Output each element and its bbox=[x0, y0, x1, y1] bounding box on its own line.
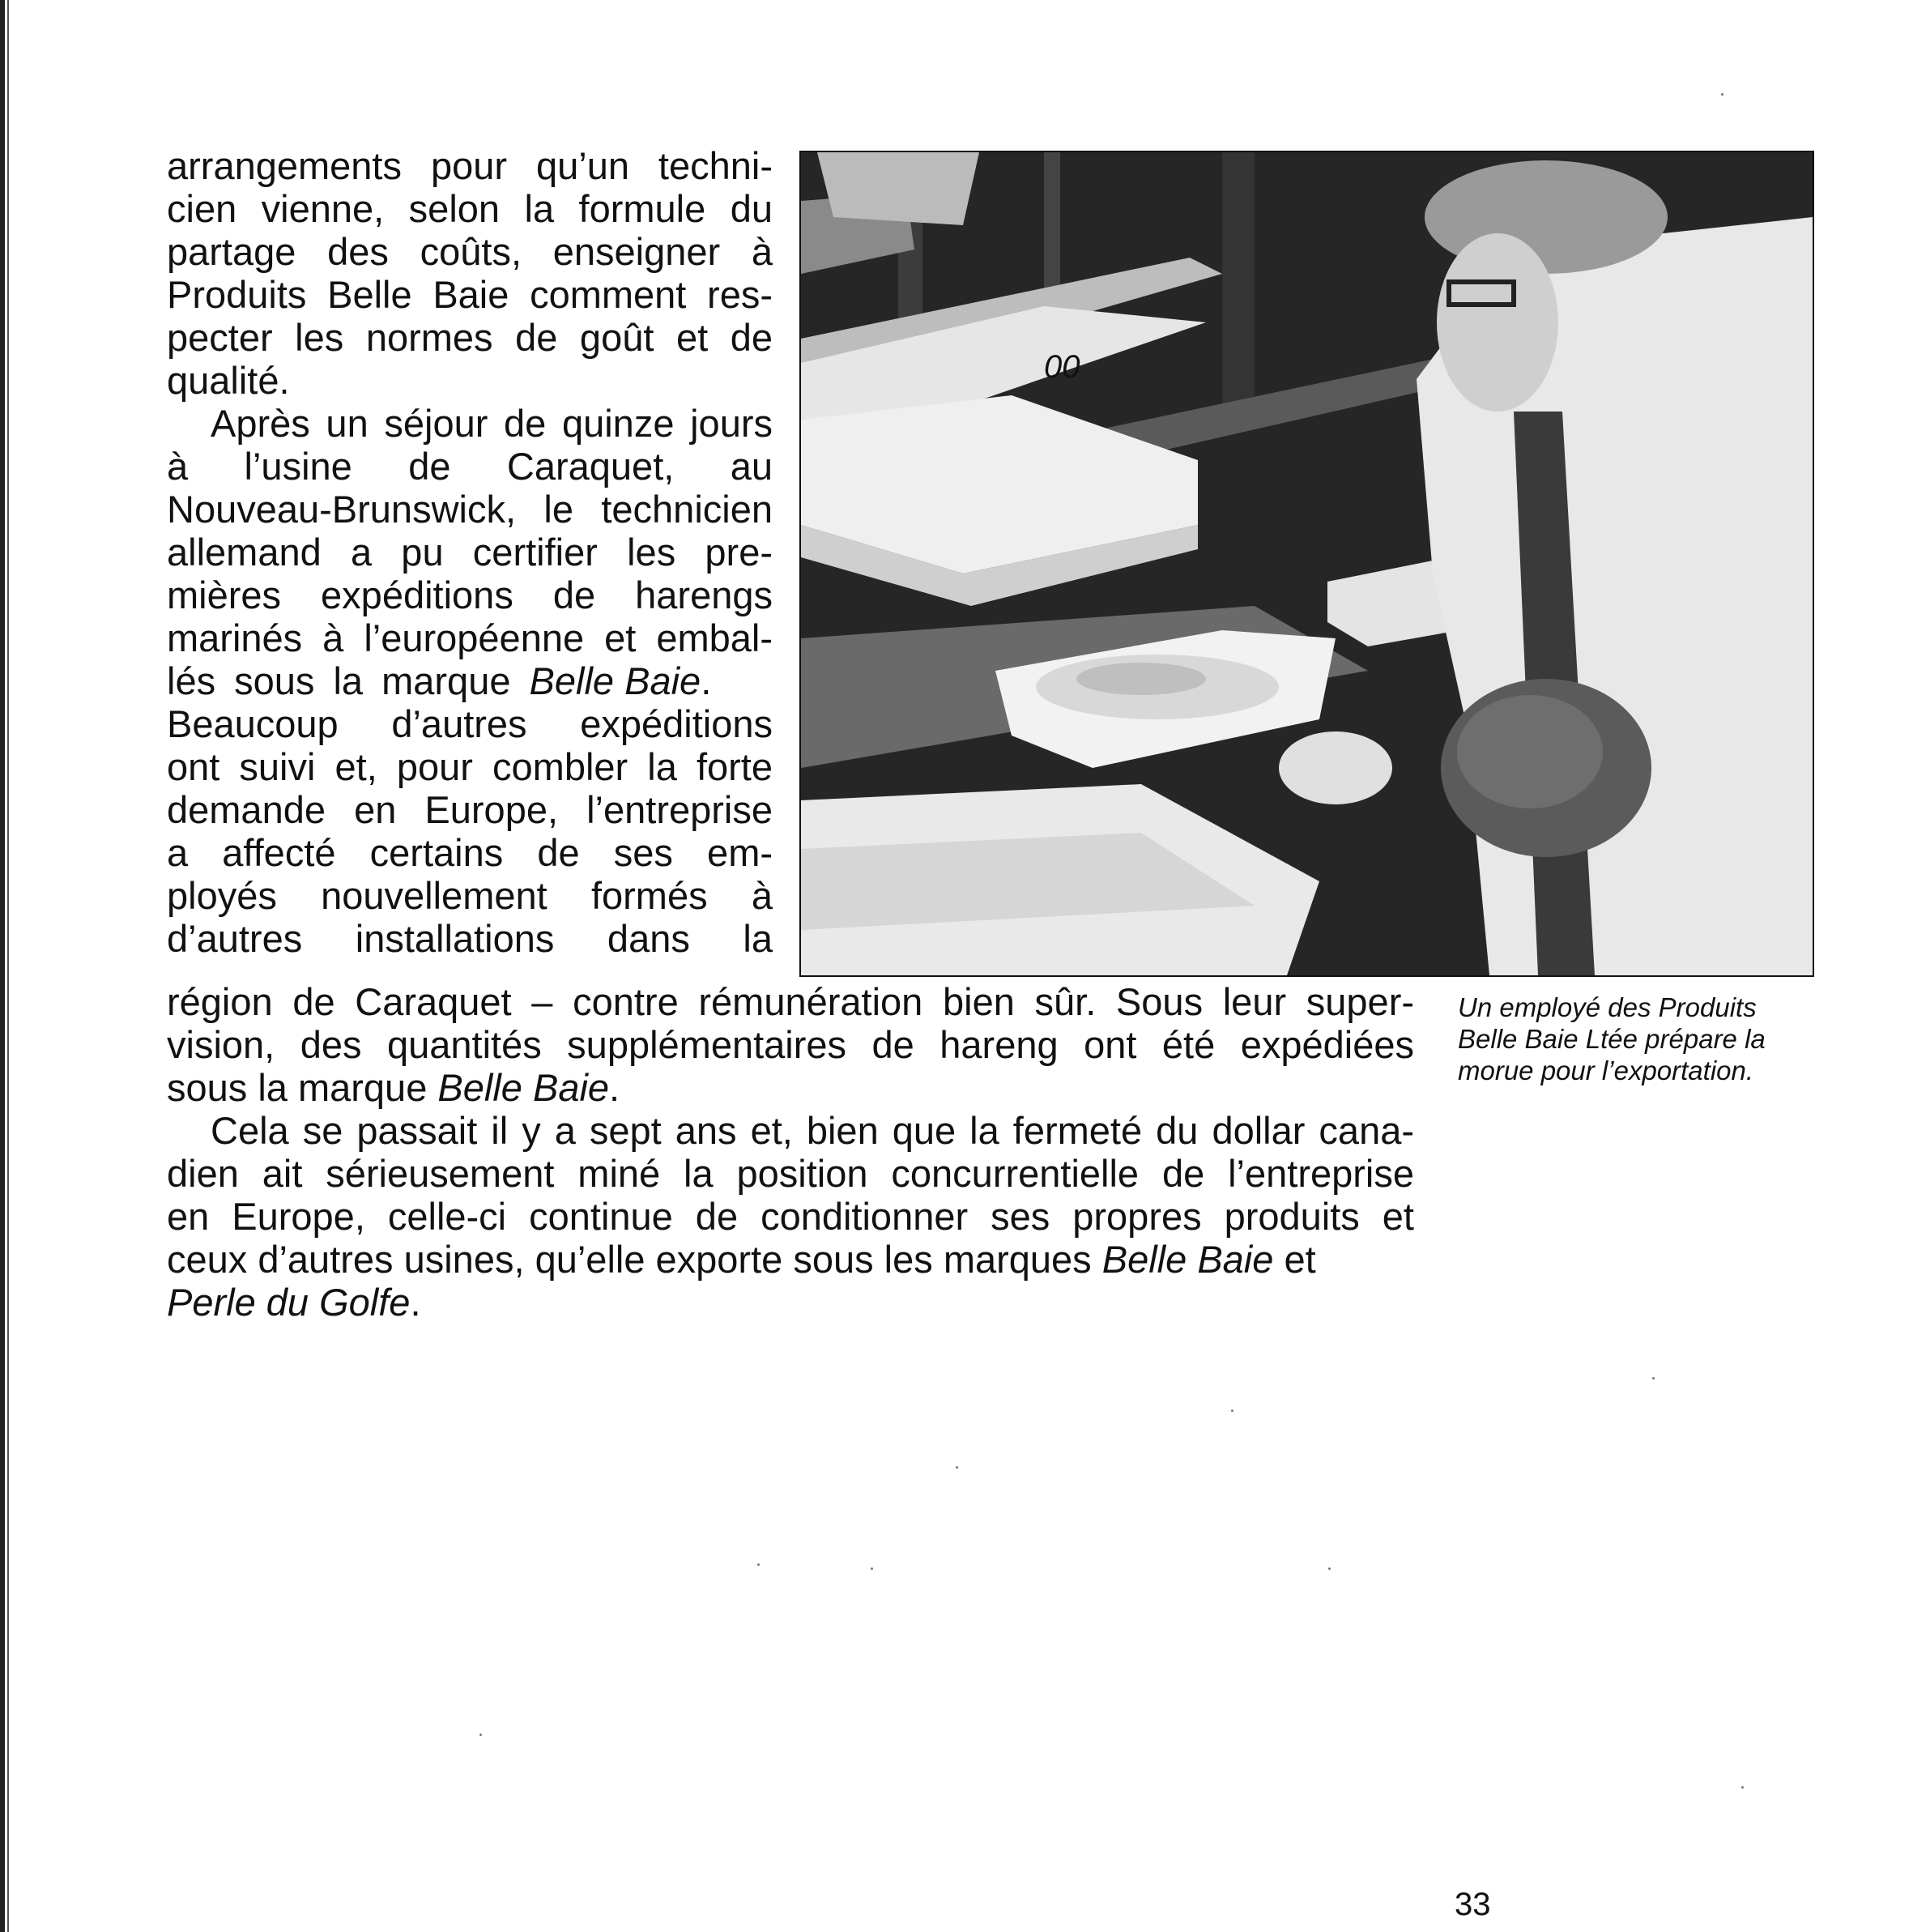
body-line-20: région de Caraquet – contre rémunération bien sûr. Sous leur super- bbox=[167, 980, 1414, 1023]
body-line-25: en Europe, celle-ci continue de conditionner ses propres produits et bbox=[167, 1195, 1414, 1238]
page-edge-rule-inner bbox=[7, 0, 9, 1932]
body-line-6: qualité. bbox=[167, 359, 290, 402]
scan-speck bbox=[1741, 1786, 1744, 1789]
body-line-5: pecter les normes de goût et de bbox=[167, 316, 773, 359]
scan-speck bbox=[956, 1466, 958, 1469]
scan-speck bbox=[871, 1567, 873, 1570]
body-line-9: Nouveau-Brunswick, le technicien bbox=[167, 488, 773, 531]
body-line-22 bbox=[167, 1066, 1414, 1109]
body-line-13-end: . bbox=[701, 659, 712, 702]
caption-line-2: Belle Baie Ltée prépare la bbox=[1458, 1024, 1766, 1054]
body-line-3: partage des coûts, enseigner à bbox=[167, 230, 773, 273]
body-line-24: dien ait sérieusement miné la position concurrentielle de l’entreprise bbox=[167, 1152, 1414, 1195]
body-line-19: d’autres installations dans la bbox=[167, 917, 773, 960]
body-line-7: Après un séjour de quinze jours bbox=[211, 402, 773, 445]
body-line-22-end: . bbox=[609, 1066, 620, 1109]
body-line-15: ont suivi et, pour combler la forte bbox=[167, 745, 773, 788]
brand-belle-baie: Belle Baie bbox=[529, 659, 701, 702]
brand-belle-baie-2: Belle Baie bbox=[437, 1066, 610, 1109]
body-line-22-text: sous la marque bbox=[167, 1066, 438, 1109]
scan-speck bbox=[1231, 1410, 1233, 1412]
body-line-27 bbox=[167, 1281, 1414, 1324]
body-line-10: allemand a pu certifier les pre- bbox=[167, 531, 773, 574]
body-line-26-end: et bbox=[1273, 1238, 1316, 1281]
body-line-2: cien vienne, selon la formule du bbox=[167, 187, 773, 230]
body-line-26-text: ceux d’autres usines, qu’elle exporte sous les marques bbox=[167, 1238, 1102, 1281]
body-line-8: à l’usine de Caraquet, au bbox=[167, 445, 773, 488]
caption-line-3: morue pour l’exportation. bbox=[1458, 1056, 1754, 1085]
brand-perle-du-golfe: Perle du Golfe bbox=[167, 1281, 411, 1324]
page-edge-rule bbox=[0, 0, 5, 1932]
body-line-21: vision, des quantités supplémentaires de hareng ont été expédiées bbox=[167, 1023, 1414, 1066]
body-line-13-text: lés sous la marque bbox=[167, 659, 530, 702]
body-line-23: Cela se passait il y a sept ans et, bien que la fermeté du dollar cana- bbox=[211, 1109, 1414, 1152]
body-line-12: marinés à l’européenne et embal- bbox=[167, 616, 773, 659]
scan-speck bbox=[1652, 1377, 1655, 1380]
body-line-16: demande en Europe, l’entreprise bbox=[167, 788, 773, 831]
body-line-14: Beaucoup d’autres expéditions bbox=[167, 702, 773, 745]
scan-speck bbox=[479, 1734, 482, 1736]
body-line-13 bbox=[167, 659, 773, 702]
scan-speck bbox=[1721, 93, 1723, 96]
photo-illustration bbox=[801, 152, 1813, 975]
caption-line-1: Un employé des Produits bbox=[1458, 992, 1757, 1022]
body-line-17: a affecté certains de ses em- bbox=[167, 831, 773, 874]
body-line-18: ployés nouvellement formés à bbox=[167, 874, 773, 917]
body-line-27-end: . bbox=[410, 1281, 421, 1324]
body-line-1: arrangements pour qu’un techni- bbox=[167, 144, 773, 187]
page-number: 33 bbox=[1455, 1887, 1491, 1922]
brand-belle-baie-3: Belle Baie bbox=[1101, 1238, 1274, 1281]
scan-speck bbox=[1328, 1567, 1331, 1570]
body-line-11: mières expéditions de harengs bbox=[167, 574, 773, 616]
worker-preparing-fish-photo bbox=[799, 151, 1814, 977]
body-line-4: Produits Belle Baie comment res- bbox=[167, 273, 773, 316]
tray-label: 00 bbox=[1044, 349, 1080, 385]
scan-speck bbox=[757, 1563, 760, 1566]
body-line-26 bbox=[167, 1238, 1414, 1281]
